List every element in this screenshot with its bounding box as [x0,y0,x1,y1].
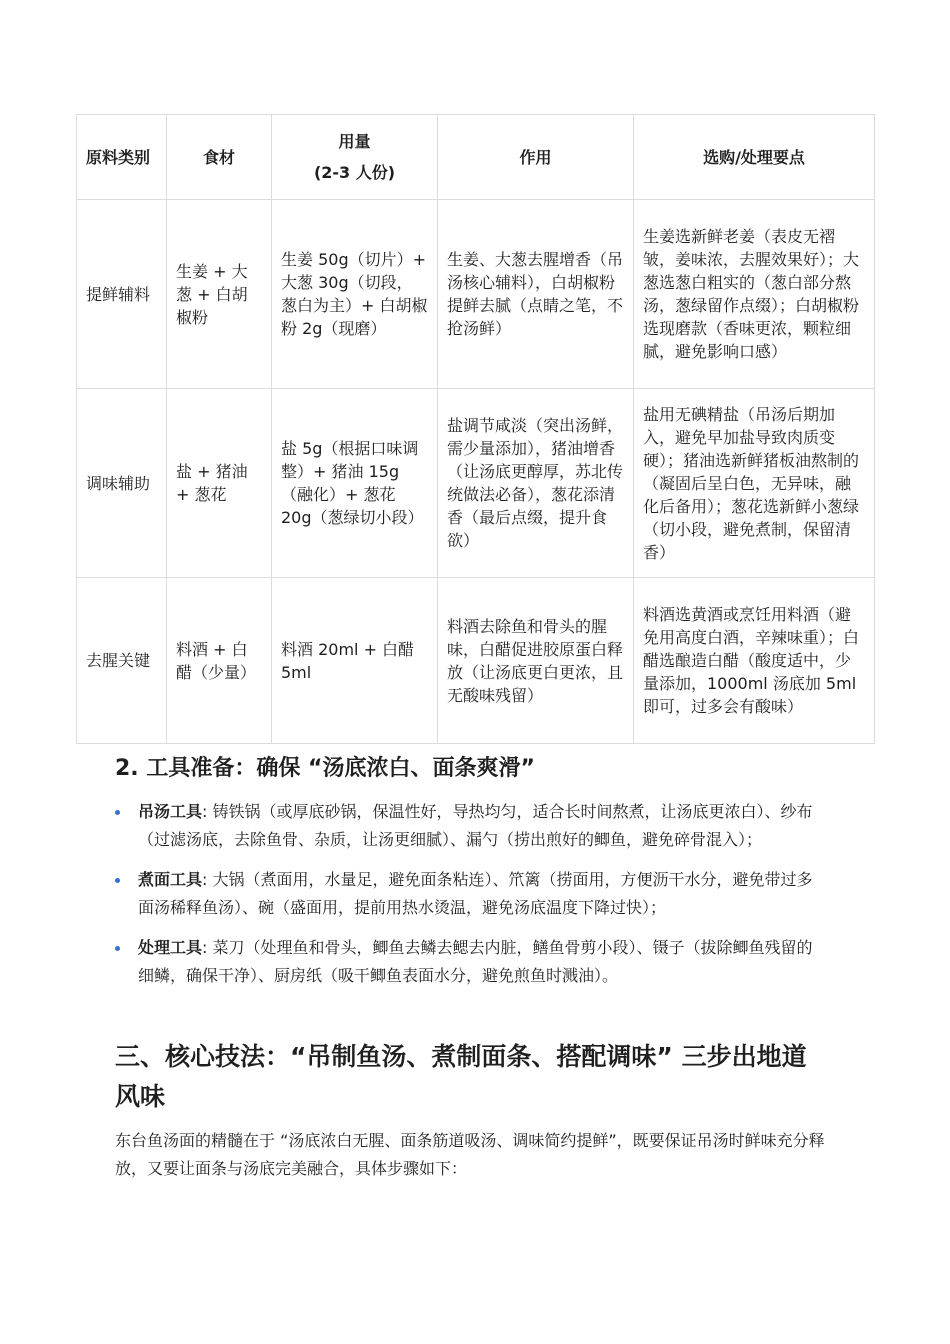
header-amount-label: 用量 [338,132,371,151]
cell-amount: 料酒 20ml + 白醋 5ml [272,578,438,744]
cell-category: 去腥关键 [77,578,167,744]
list-item-text: : 铸铁锅（或厚底砂锅，保温性好，导热均匀，适合长时间熬煮，让汤底更浓白）、纱布（过滤汤底，去除鱼骨、杂质，让汤更细腻）、漏勺（捞出煎好的鲫鱼，避免碎骨混入）； [138,802,813,849]
cell-category: 调味辅助 [77,389,167,578]
bullet-icon [115,878,120,883]
table-row [77,200,875,389]
cell-amount: 盐 5g（根据口味调整）+ 猪油 15g（融化）+ 葱花 20g（葱绿切小段） [272,389,438,578]
list-item [115,866,827,922]
cell-tips: 生姜选新鲜老姜（表皮无褶皱，姜味浓，去腥效果好）；大葱选葱白粗实的（葱白部分熬汤，葱绿留作点缀）；白胡椒粉选现磨款（香味更浓，颗粒细腻，避免影响口感） [634,200,875,389]
header-amount-servings: (2-3 人份) [313,163,396,182]
header-category: 原料类别 [77,115,167,200]
cell-effect: 盐调节咸淡（突出汤鲜，需少量添加），猪油增香（让汤底更醇厚，苏北传统做法必备），葱花添清香（最后点缀，提升食欲） [438,389,634,578]
list-item-text: : 大锅（煮面用，水量足，避免面条粘连）、笊篱（捞面用，方便沥干水分，避免带过多面汤稀释鱼汤）、碗（盛面用，提前用热水烫温，避免汤底温度下降过快）； [138,870,813,917]
section-heading-technique: 三、核心技法：“吊制鱼汤、煮制面条、搭配调味” 三步出地道风味 [115,1042,807,1111]
cell-effect: 料酒去除鱼和骨头的腥味，白醋促进胶原蛋白释放（让汤底更白更浓，且无酸味残留） [438,578,634,744]
cell-effect: 生姜、大葱去腥增香（吊汤核心辅料），白胡椒粉提鲜去腻（点睛之笔，不抢汤鲜） [438,200,634,389]
list-item-text: : 菜刀（处理鱼和骨头，鲫鱼去鳞去鳃去内脏，鳝鱼骨剪小段）、镊子（拔除鲫鱼残留的细鳞，确保干净）、厨房纸（吸干鲫鱼表面水分，避免煎鱼时溅油）。 [138,938,813,985]
bullet-icon [115,810,120,815]
table-header-row [77,115,875,200]
list-item [115,798,827,854]
cell-category: 提鲜辅料 [77,200,167,389]
list-item-label: 吊汤工具 [138,802,203,821]
header-tips: 选购/处理要点 [634,115,875,200]
header-effect: 作用 [438,115,634,200]
cell-amount: 生姜 50g（切片）+ 大葱 30g（切段，葱白为主）+ 白胡椒粉 2g（现磨） [272,200,438,389]
table-row [77,578,875,744]
header-amount [272,115,438,200]
table-row [77,389,875,578]
cell-tips: 盐用无碘精盐（吊汤后期加入，避免早加盐导致肉质变硬）；猪油选新鲜猪板油熬制的（凝固后呈白色，无异味，融化后备用）；葱花选新鲜小葱绿（切小段，避免煮制，保留清香） [634,389,875,578]
cell-ingredient: 生姜 + 大葱 + 白胡椒粉 [167,200,272,389]
cell-ingredient: 盐 + 猪油 + 葱花 [167,389,272,578]
list-item-label: 煮面工具 [138,870,203,889]
bullet-icon [115,946,120,951]
section-heading-tools: 2. 工具准备：确保 “汤底浓白、面条爽滑” [115,756,535,781]
cell-tips: 料酒选黄酒或烹饪用料酒（避免用高度白酒，辛辣味重）；白醋选酿造白醋（酸度适中，少量添加，1000ml 汤底加 5ml 即可，过多会有酸味） [634,578,875,744]
header-ingredient: 食材 [167,115,272,200]
cell-ingredient: 料酒 + 白醋（少量） [167,578,272,744]
list-item-label: 处理工具 [138,938,203,957]
tools-list [115,798,827,1002]
list-item [115,934,827,990]
intro-paragraph: 东台鱼汤面的精髓在于 “汤底浓白无腥、面条筋道吸汤、调味简约提鲜”，既要保证吊汤时鲜味充分释放，又要让面条与汤底完美融合，具体步骤如下： [115,1131,825,1178]
ingredients-table [76,114,875,744]
